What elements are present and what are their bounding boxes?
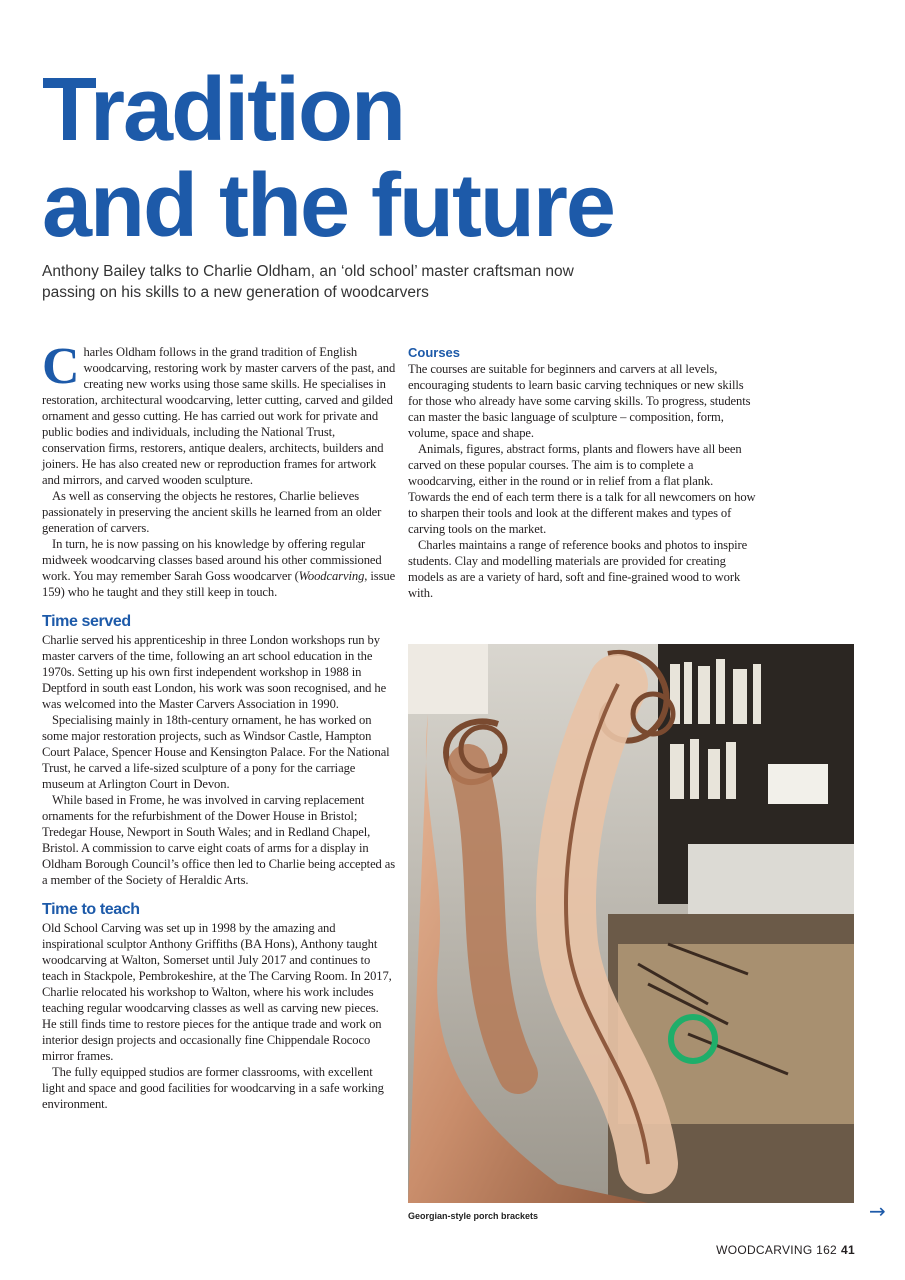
time-to-teach-paragraph-1: Old School Carving was set up in 1998 by the amazing and inspirational sculptor Anthony Griffiths (BA Hons), Anthony taught woodcarving at Walton, Somerset until July 2017 and continues to teach in Stackpole, Pembrokeshire, at the The Carving Room. In 2017, Charlie relocated his workshop to Walton, where his work includes teaching regular woodcarving classes as well as carving new pieces. He still finds time to restore pieces for the antique trade and work on interior design projects and occasionally fine Chippendale Rococo mirror frames. <box>42 921 392 1063</box>
title-line-1: Tradition <box>42 60 404 160</box>
intro-paragraph-1 <box>42 338 396 488</box>
page-footer <box>716 1243 855 1257</box>
courses-paragraph-3: Charles maintains a range of reference books and photos to inspire students. Clay and modelling materials are provided for creating models as are a variety of hard, soft and fine-grained wood to work with. <box>408 538 748 600</box>
photo-caption: Georgian-style porch brackets <box>408 1211 539 1221</box>
time-served-paragraph-1: Charlie served his apprenticeship in three London workshops run by master carvers of the time, following an art school education in the 1970s. Setting up his own first independent workshop in 1988 in Deptford in south east London, his work was soon recognised, and he was welcomed into the Master Carvers Association in 1990. <box>42 633 387 711</box>
time-served-paragraph-3: While based in Frome, he was involved in carving replacement ornaments for the refurbishment of the Dower House in Bristol; Tredegar House, Newport in South Wales; and in Redland Chapel, Bristol. A commission to carve eight coats of arms for a display in Oldham Borough Council’s office then led to Charlie being accepted as a member of the Society of Heraldic Arts. <box>42 793 396 887</box>
magazine-title-italic: Woodcarving <box>298 569 365 583</box>
time-to-teach-paragraph-2: The fully equipped studios are former classrooms, with excellent light and space and good facilities for woodcarving in a safe working environment. <box>42 1065 384 1111</box>
right-column <box>408 344 758 601</box>
courses-paragraph-1: The courses are suitable for beginners and carvers at all levels, encouraging students to learn basic carving techniques or new skills for those who already have some carving skills. To progress, students can master the basic language of sculpture – composition, form, volume, space and shape. <box>408 362 751 440</box>
magazine-name: WOODCARVING 162 <box>716 1243 838 1257</box>
title-line-2: and the future <box>42 156 614 256</box>
intro-paragraph-3: In turn, he is now passing on his knowledge by offering regular midweek woodcarving classes based around his other commissioned work. You may remember Sarah Goss woodcarver (Woodcarving, issue 159) who he taught and they still keep in touch. <box>42 537 396 599</box>
time-to-teach-heading: Time to teach <box>42 901 140 918</box>
porch-brackets-photo <box>408 644 854 1203</box>
continue-arrow-icon: → <box>869 1199 886 1223</box>
article-title <box>42 62 614 254</box>
page-number: 41 <box>841 1243 855 1257</box>
intro-paragraph-2: As well as conserving the objects he restores, Charlie believes passionately in preserving the ancient skills he learned from an older generation of carvers. <box>42 489 382 535</box>
courses-heading: Courses <box>408 345 461 360</box>
left-column <box>42 338 396 1112</box>
time-served-paragraph-2: Specialising mainly in 18th-century ornament, he has worked on some major restoration projects, such as Windsor Castle, Hampton Court Palace, Spencer House and Kensington Palace. For the National Trust, he carved a life-sized sculpture of a pony for the carriage museum at Arlington Court in Devon. <box>42 713 390 791</box>
intro-text-1: harles Oldham follows in the grand tradition of English woodcarving, restoring work by master carvers of the past, and creating new works using those same skills. He specialises in restoration, architectural woodcarving, letter cutting, carved and gilded ornament and gesso cutting. He has carried out work for private and public bodies and individuals, including the National Trust, conservation firms, restorers, antique dealers, architects, builders and joiners. He has also created new or reproduction frames for artwork and mirrors, and carved wooden sculpture. <box>42 345 396 487</box>
drop-cap: C <box>42 338 80 395</box>
time-served-heading: Time served <box>42 613 131 630</box>
courses-paragraph-2: Animals, figures, abstract forms, plants and flowers have all been carved on these popular courses. The aim is to complete a woodcarving, either in the round or in relief from a flat plank. Towards the end of each term there is a talk for all newcomers on how to sharpen their tools and look at the different makes and types of carving tools on the market. <box>408 442 756 536</box>
standfirst: Anthony Bailey talks to Charlie Oldham, an ‘old school’ master craftsman now passing on his skills to a new generation of woodcarvers <box>42 263 574 301</box>
